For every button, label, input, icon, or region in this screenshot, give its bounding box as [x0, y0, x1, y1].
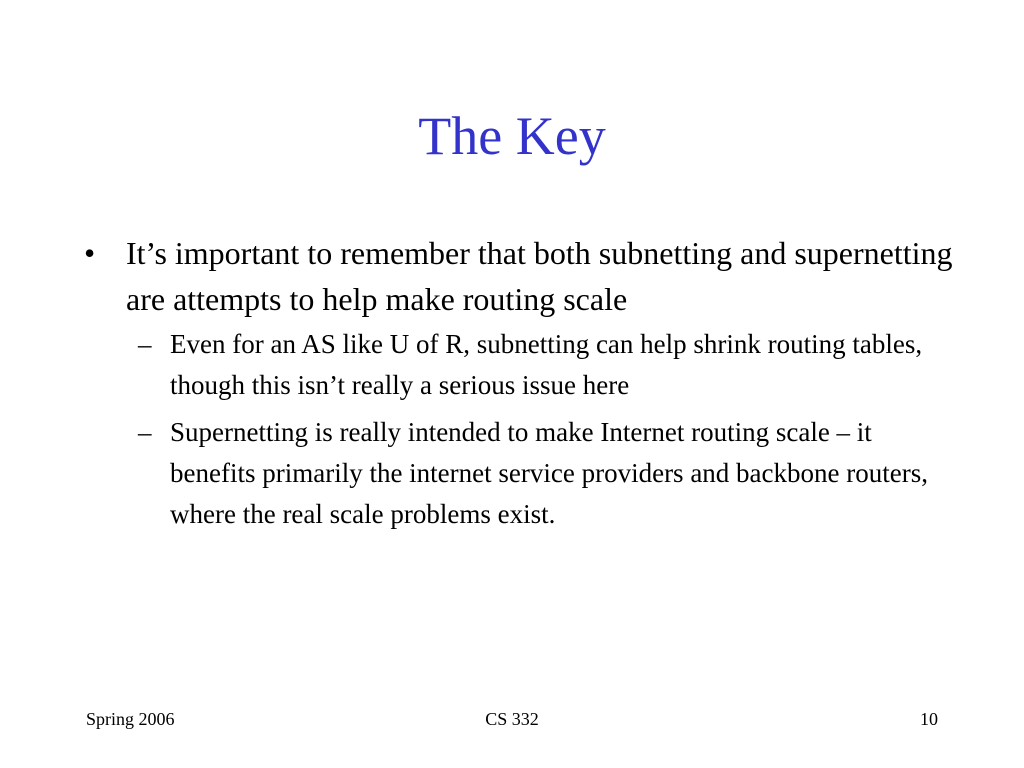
- bullet-marker: •: [84, 235, 96, 271]
- slide-title: The Key: [418, 106, 606, 166]
- sub-bullet-text: Supernetting is really intended to make Internet routing scale – it benefits primarily the internet service providers and backbone routers, where the real scale problems exist.: [170, 417, 928, 529]
- sub-bullet-text: Even for an AS like U of R, subnetting can help shrink routing tables, though this isn’t really a serious issue here: [170, 329, 923, 400]
- bullet-text: It’s important to remember that both subnetting and supernetting are attempts to help make routing scale: [126, 235, 953, 317]
- sub-bullet-item: [84, 324, 954, 406]
- footer-course: CS 332: [485, 709, 539, 729]
- footer-page-number: 10: [920, 709, 938, 729]
- footer-date: Spring 2006: [86, 709, 175, 729]
- bullet-item: [84, 230, 954, 322]
- sub-bullet-item: [84, 412, 954, 535]
- slide-content: [84, 230, 954, 541]
- sub-bullet-marker: –: [138, 417, 152, 447]
- sub-bullet-marker: –: [138, 329, 152, 359]
